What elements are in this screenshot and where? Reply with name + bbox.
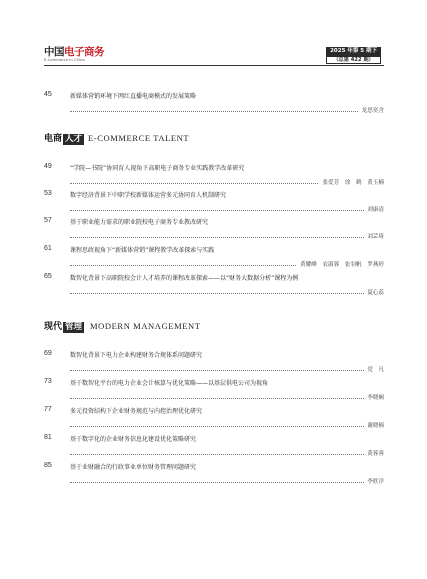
dot-leader: [70, 370, 384, 371]
article-title: 基于数字化的企业财务信息化建设优化策略研究: [70, 436, 197, 443]
section-title-en: E-COMMERCE TALENT: [88, 133, 190, 143]
page-header: [0, 0, 427, 70]
page-number: 77: [44, 406, 52, 413]
magazine-logo: [44, 47, 104, 63]
page-number: 49: [44, 163, 52, 170]
page-number: 81: [44, 434, 52, 441]
page-number: 45: [44, 91, 52, 98]
section-title-cn-boxed: 人才: [65, 134, 83, 144]
article-title: 基于职业能力需求的职业院校电子商务专业教改研究: [70, 219, 209, 226]
page-number: 65: [44, 273, 52, 280]
page-number: 85: [44, 462, 52, 469]
article-author: 夏心蕊: [364, 288, 384, 296]
logo-subtitle: E-Commerce in China: [44, 58, 85, 62]
article-author: 张爱芳 徐 鹤 黄玉楠: [319, 178, 384, 186]
logo-title: [44, 47, 104, 58]
dot-leader: [70, 426, 384, 427]
logo-title-red: 电子商务: [64, 46, 104, 58]
section-title-en: MODERN MANAGEMENT: [90, 321, 201, 331]
article-title: 多元投资结构下企业财务规范与内控治理优化研究: [70, 408, 203, 415]
dot-leader: [70, 398, 384, 399]
article-title: 数字经济背景下中职学校新媒体运营多元协同育人机制研究: [70, 192, 227, 199]
dot-leader: [70, 293, 384, 294]
section-title-cn: [44, 131, 84, 145]
article-author: 龙思奕含: [359, 106, 384, 114]
page-number: 57: [44, 217, 52, 224]
article-title: 数智化背景下电力企业构建财务合规体系问题研究: [70, 352, 203, 359]
article-author: 刘康清: [364, 205, 384, 213]
dot-leader: [70, 482, 384, 483]
article-author: 李欣洋: [364, 477, 384, 485]
page-number: 73: [44, 378, 52, 385]
issue-total: （总第 422 期）: [326, 56, 381, 64]
page-number: 69: [44, 350, 52, 357]
dot-leader: [70, 111, 384, 112]
dot-leader: [70, 210, 384, 211]
section-title-cn-plain: 电商: [44, 134, 63, 144]
article-author: 李晓娴: [364, 393, 384, 401]
dot-leader: [70, 237, 384, 238]
page-number: 53: [44, 190, 52, 197]
logo-title-black: 中国: [44, 46, 64, 58]
article-title: 课程思政视角下“新媒体营销”课程教学改革探索与实践: [70, 247, 215, 254]
article-author: 黄蓉蓉: [364, 449, 384, 457]
article-title: 数智化背景下高职院校会计人才培养的课程改革探索——以“财务大数据分析”课程为例: [70, 275, 299, 282]
article-title: 基于数智化平台的电力企业会计核算与优化策略——以基层供电公司为视角: [70, 380, 269, 387]
dot-leader: [70, 454, 384, 455]
section-title-cn-plain: 现代: [44, 322, 63, 332]
article-author: 刘芸琦: [364, 232, 384, 240]
article-author: 谢晓楠: [364, 421, 384, 429]
article-author: 党 凡: [364, 365, 384, 373]
page-number: 61: [44, 245, 52, 252]
section-title-cn-boxed: 管理: [65, 322, 83, 332]
article-title: 基于业财融合的行政事业单位财务管理问题研究: [70, 464, 197, 471]
header-rule: [44, 65, 384, 66]
article-author: 黄耀峰 农淑蓉 张羽帆 罗燕婷: [297, 260, 384, 268]
section-title-cn: [44, 319, 84, 333]
article-title: “学院—书院”协同育人视角下高职电子商务专业实践教学改革研究: [70, 165, 245, 172]
issue-number: 2025 年第 5 期下: [326, 47, 381, 56]
article-title: 新媒体营销环境下网红直播电商模式的发展策略: [70, 93, 197, 100]
issue-badge: [326, 47, 381, 64]
